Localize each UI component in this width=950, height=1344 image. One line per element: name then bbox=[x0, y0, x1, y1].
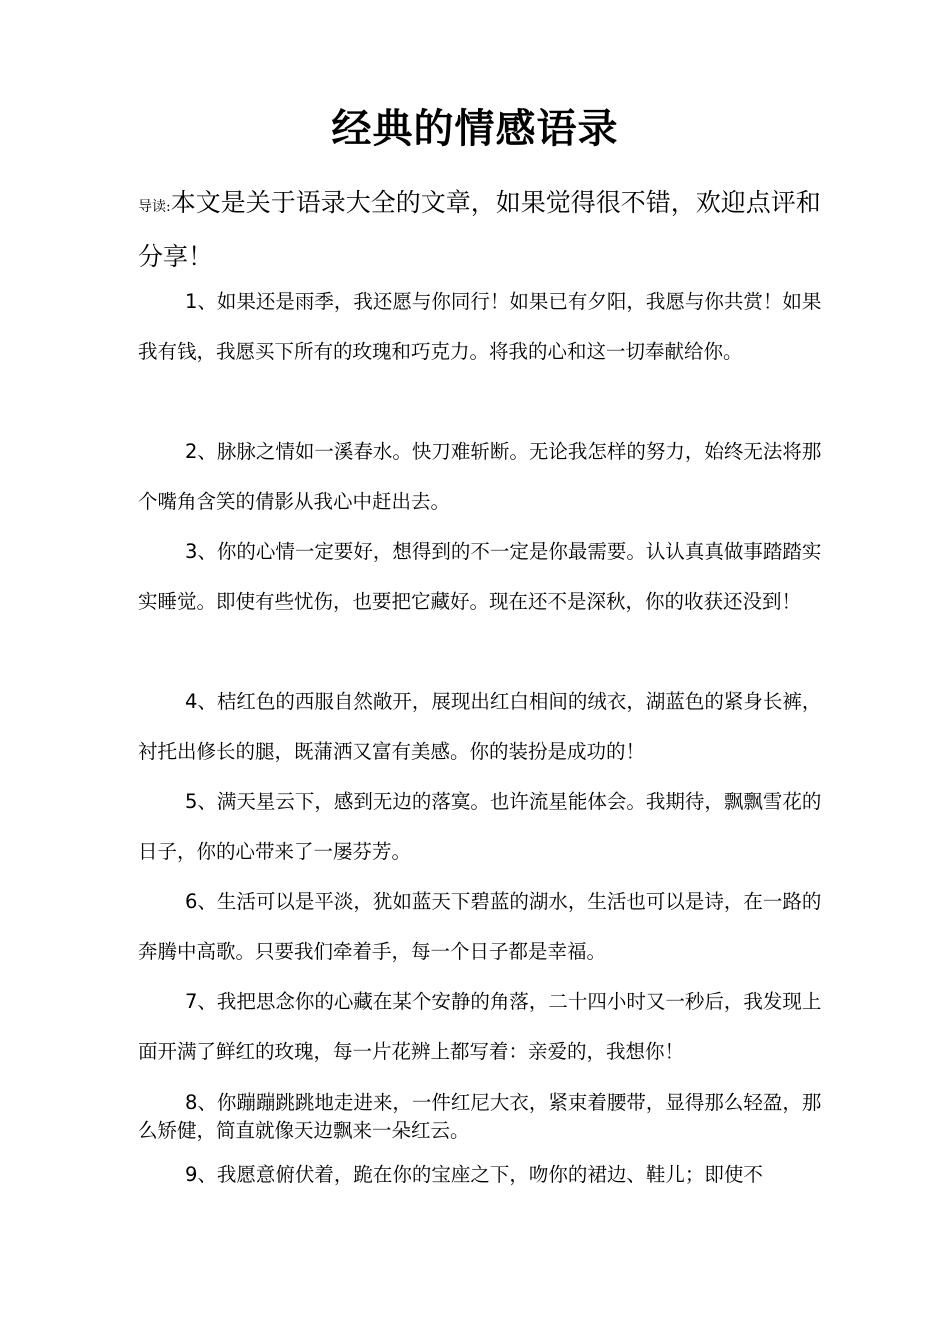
quote-paragraph-4: 4、桔红色的西服自然敞开，展现出红白相间的绒衣，湖蓝色的紧身长裤，衬托出修长的腿，既蒲洒又富有美感。你的装扮是成功的！ bbox=[138, 690, 822, 763]
intro-text: 本文是关于语录大全的文章，如果觉得很不错，欢迎点评和分享！ bbox=[138, 188, 821, 271]
quote-paragraph-3: 3、你的心情一定要好，想得到的不一定是你最需要。认认真真做事踏踏实实睡觉。即使有些忧伤，也要把它藏好。现在还不是深秋，你的收获还没到！ bbox=[138, 540, 822, 613]
quote-paragraph-9: 9、我愿意俯伏着，跪在你的宝座之下，吻你的裙边、鞋儿；即使不 bbox=[185, 1163, 763, 1186]
quote-paragraph-5: 5、满天星云下，感到无边的落寞。也许流星能体会。我期待，飘飘雪花的日子，你的心带来了一屡芬芳。 bbox=[138, 790, 822, 863]
quote-paragraph-6: 6、生活可以是平淡，犹如蓝天下碧蓝的湖水，生活也可以是诗，在一路的奔腾中高歌。只要我们牵着手，每一个日子都是幸福。 bbox=[138, 890, 822, 963]
quote-paragraph-8: 8、你蹦蹦跳跳地走进来，一件红尼大衣，紧束着腰带，显得那么轻盈，那么矫健，简直就像天边飘来一朵红云。 bbox=[138, 1091, 822, 1142]
intro-label: 导读: bbox=[138, 199, 171, 215]
quote-paragraph-2: 2、脉脉之情如一溪春水。快刀难斩断。无论我怎样的努力，始终无法将那个嘴角含笑的倩影从我心中赶出去。 bbox=[138, 440, 822, 513]
document-title: 经典的情感语录 bbox=[331, 106, 619, 152]
quote-paragraph-7: 7、我把思念你的心藏在某个安静的角落，二十四小时又一秒后，我发现上面开满了鲜红的玫瑰，每一片花辨上都写着：亲爱的，我想你！ bbox=[138, 990, 822, 1063]
quote-paragraph-1: 1、如果还是雨季，我还愿与你同行！如果已有夕阳，我愿与你共赏！如果我有钱，我愿买下所有的玫瑰和巧克力。将我的心和这一切奉献给你。 bbox=[138, 290, 822, 363]
intro-section bbox=[138, 178, 828, 282]
